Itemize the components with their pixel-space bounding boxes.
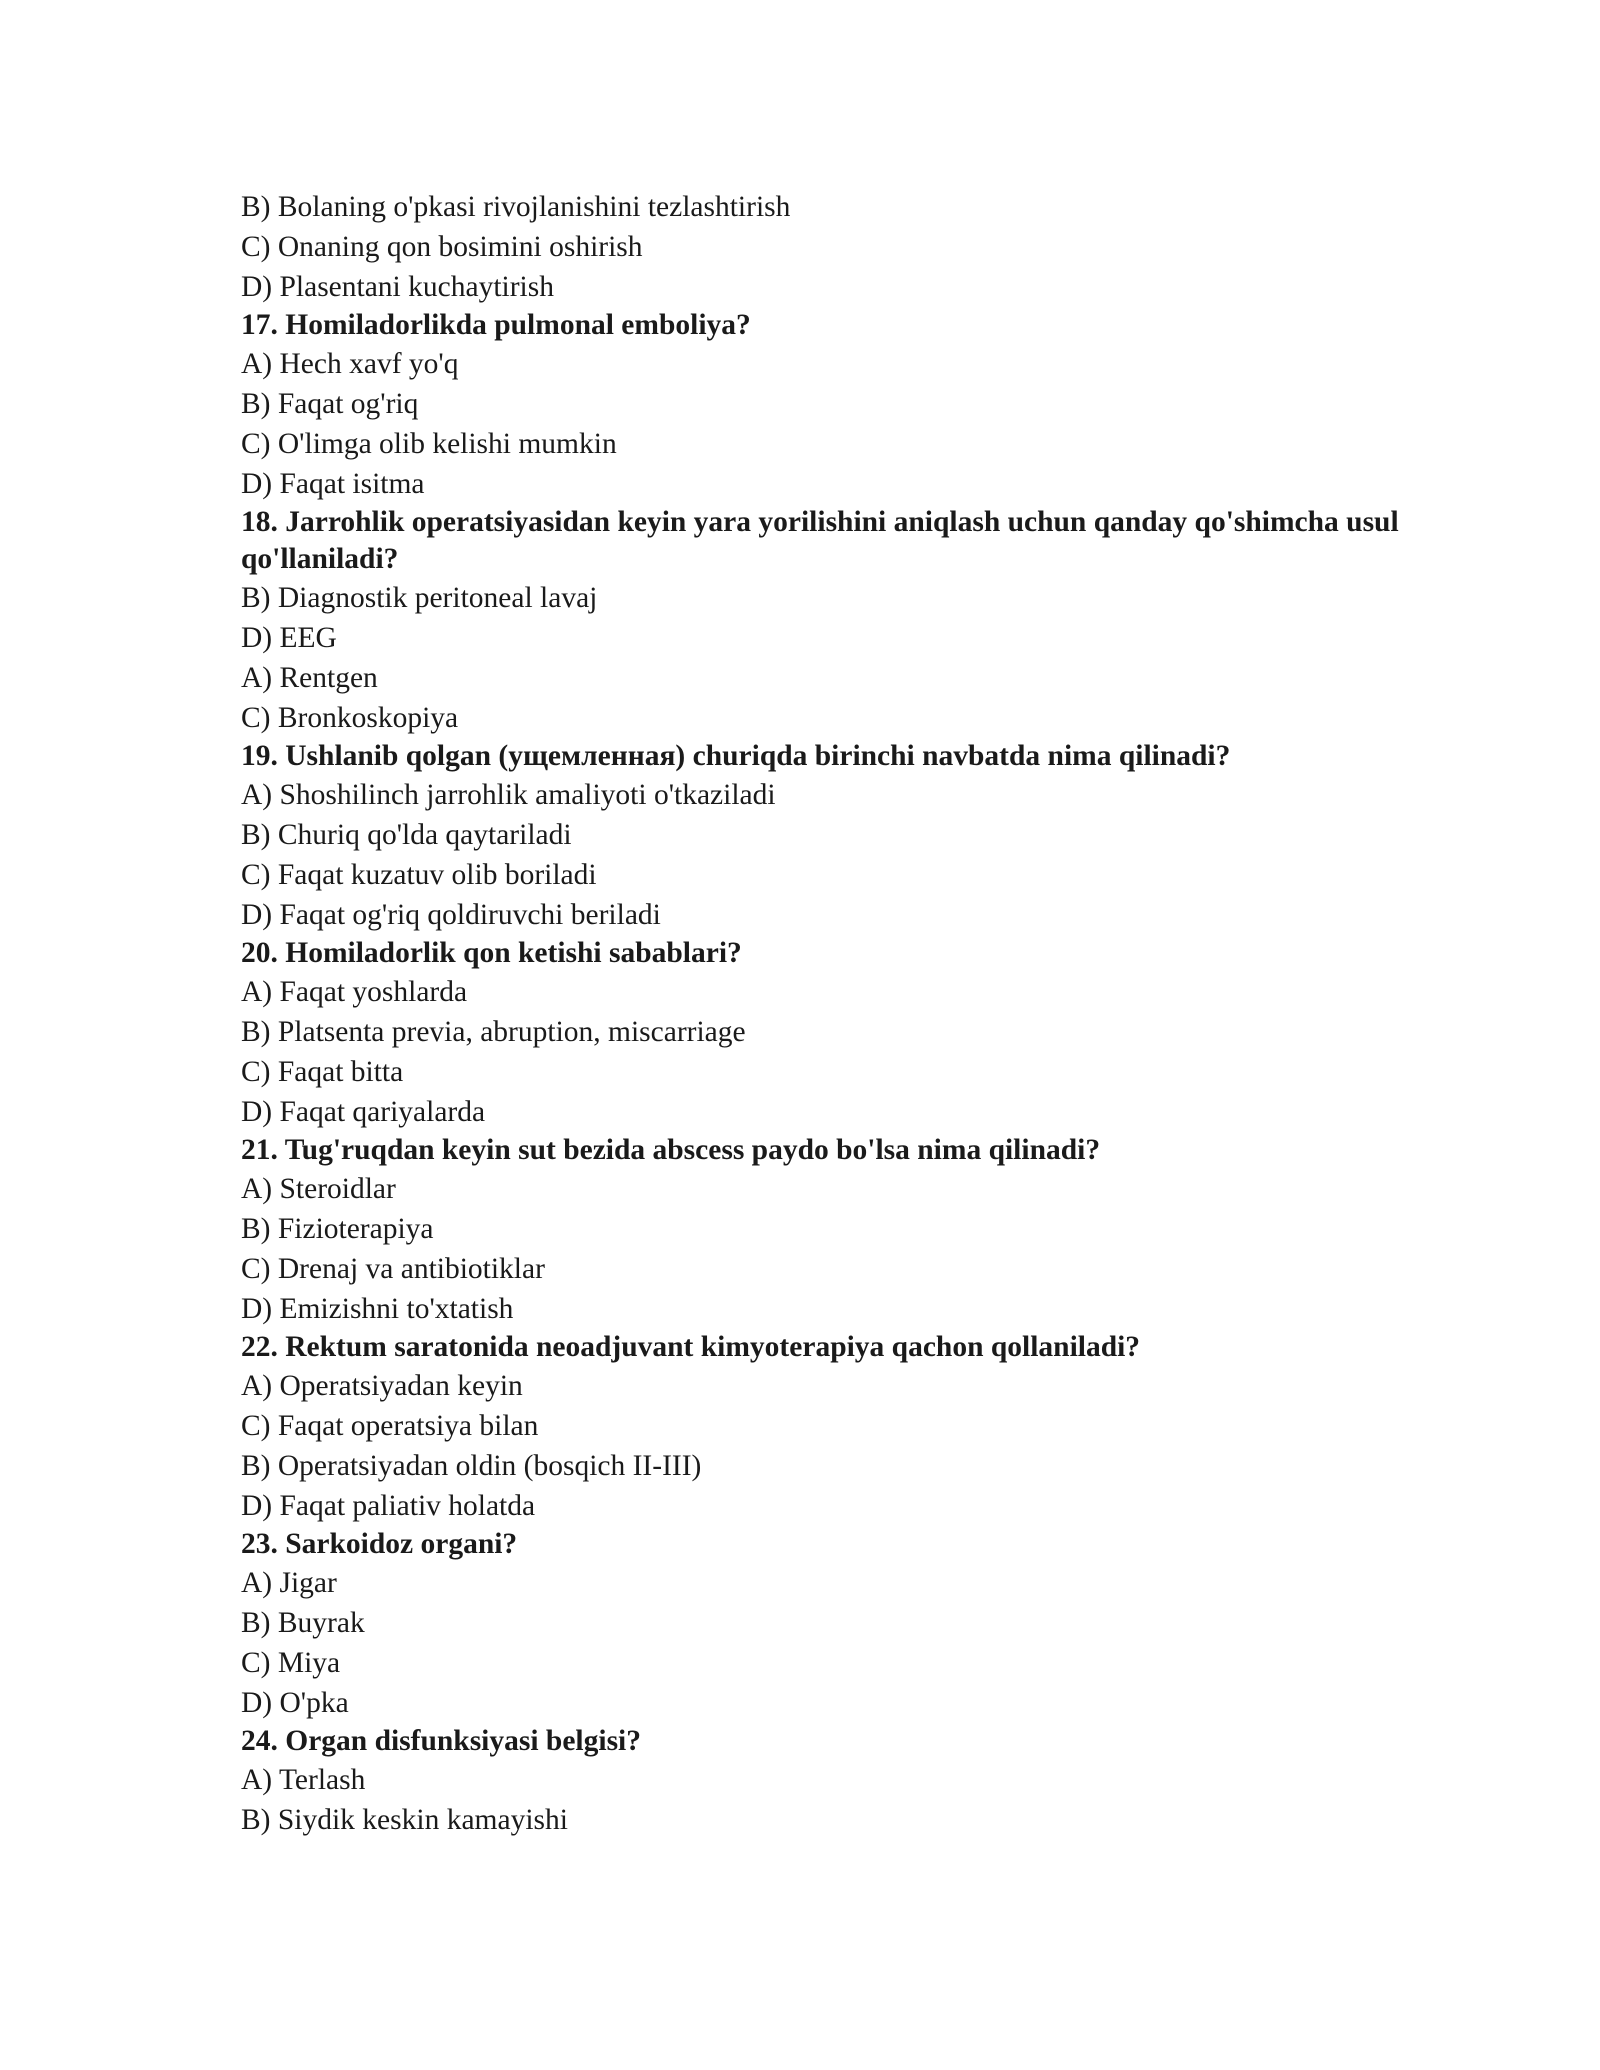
answer-option: B) Churiq qo'lda qaytariladi [241,819,572,851]
answer-option: B) Bolaning o'pkasi rivojlanishini tezlashtirish [241,191,791,223]
answer-option: D) Faqat paliativ holatda [241,1490,536,1522]
answer-option: A) Shoshilinch jarrohlik amaliyoti o'tkaziladi [241,779,776,811]
answer-option: C) Onaning qon bosimini oshirish [241,231,643,263]
answer-option: C) Bronkoskopiya [241,702,459,734]
answer-option: A) Terlash [241,1764,366,1796]
question-24: 24. Organ disfunksiyasi belgisi? [241,1725,641,1757]
answer-option: C) Faqat bitta [241,1056,404,1088]
question-23: 23. Sarkoidoz organi? [241,1528,518,1560]
answer-option: D) O'pka [241,1687,349,1719]
question-17: 17. Homiladorlikda pulmonal emboliya? [241,309,751,341]
answer-option: C) Miya [241,1647,341,1679]
question-18: 18. Jarrohlik operatsiyasidan keyin yara yorilishini aniqlash uchun qanday qo'shimcha usul qo'llaniladi? [241,506,1399,575]
answer-option: C) Faqat kuzatuv olib boriladi [241,859,597,891]
answer-option: C) Drenaj va antibiotiklar [241,1253,545,1285]
answer-option: A) Hech xavf yo'q [241,348,459,380]
answer-option: B) Fizioterapiya [241,1213,434,1245]
answer-option: B) Faqat og'riq [241,388,419,420]
answer-option: D) Faqat qariyalarda [241,1096,486,1128]
answer-option: B) Diagnostik peritoneal lavaj [241,582,598,614]
answer-option: B) Platsenta previa, abruption, miscarriage [241,1016,746,1048]
answer-option: D) Emizishni to'xtatish [241,1293,514,1325]
answer-option: B) Siydik keskin kamayishi [241,1804,568,1836]
question-22: 22. Rektum saratonida neoadjuvant kimyoterapiya qachon qollaniladi? [241,1331,1141,1363]
answer-option: C) Faqat operatsiya bilan [241,1410,539,1442]
answer-option: B) Buyrak [241,1607,365,1639]
answer-option: A) Faqat yoshlarda [241,976,468,1008]
answer-option: D) Faqat og'riq qoldiruvchi beriladi [241,899,661,931]
answer-option: A) Steroidlar [241,1173,396,1205]
answer-option: A) Operatsiyadan keyin [241,1370,523,1402]
question-19: 19. Ushlanib qolgan (ущемленная) churiqda birinchi navbatda nima qilinadi? [241,740,1231,772]
answer-option: D) Faqat isitma [241,468,425,500]
document-page [241,187,1441,1840]
answer-option: A) Rentgen [241,662,378,694]
question-21: 21. Tug'ruqdan keyin sut bezida abscess paydo bo'lsa nima qilinadi? [241,1134,1101,1166]
question-20: 20. Homiladorlik qon ketishi sabablari? [241,937,742,969]
answer-option: D) EEG [241,622,337,654]
answer-option: A) Jigar [241,1567,337,1599]
answer-option: C) O'limga olib kelishi mumkin [241,428,617,460]
answer-option: B) Operatsiyadan oldin (bosqich II-III) [241,1450,702,1482]
answer-option: D) Plasentani kuchaytirish [241,271,554,303]
